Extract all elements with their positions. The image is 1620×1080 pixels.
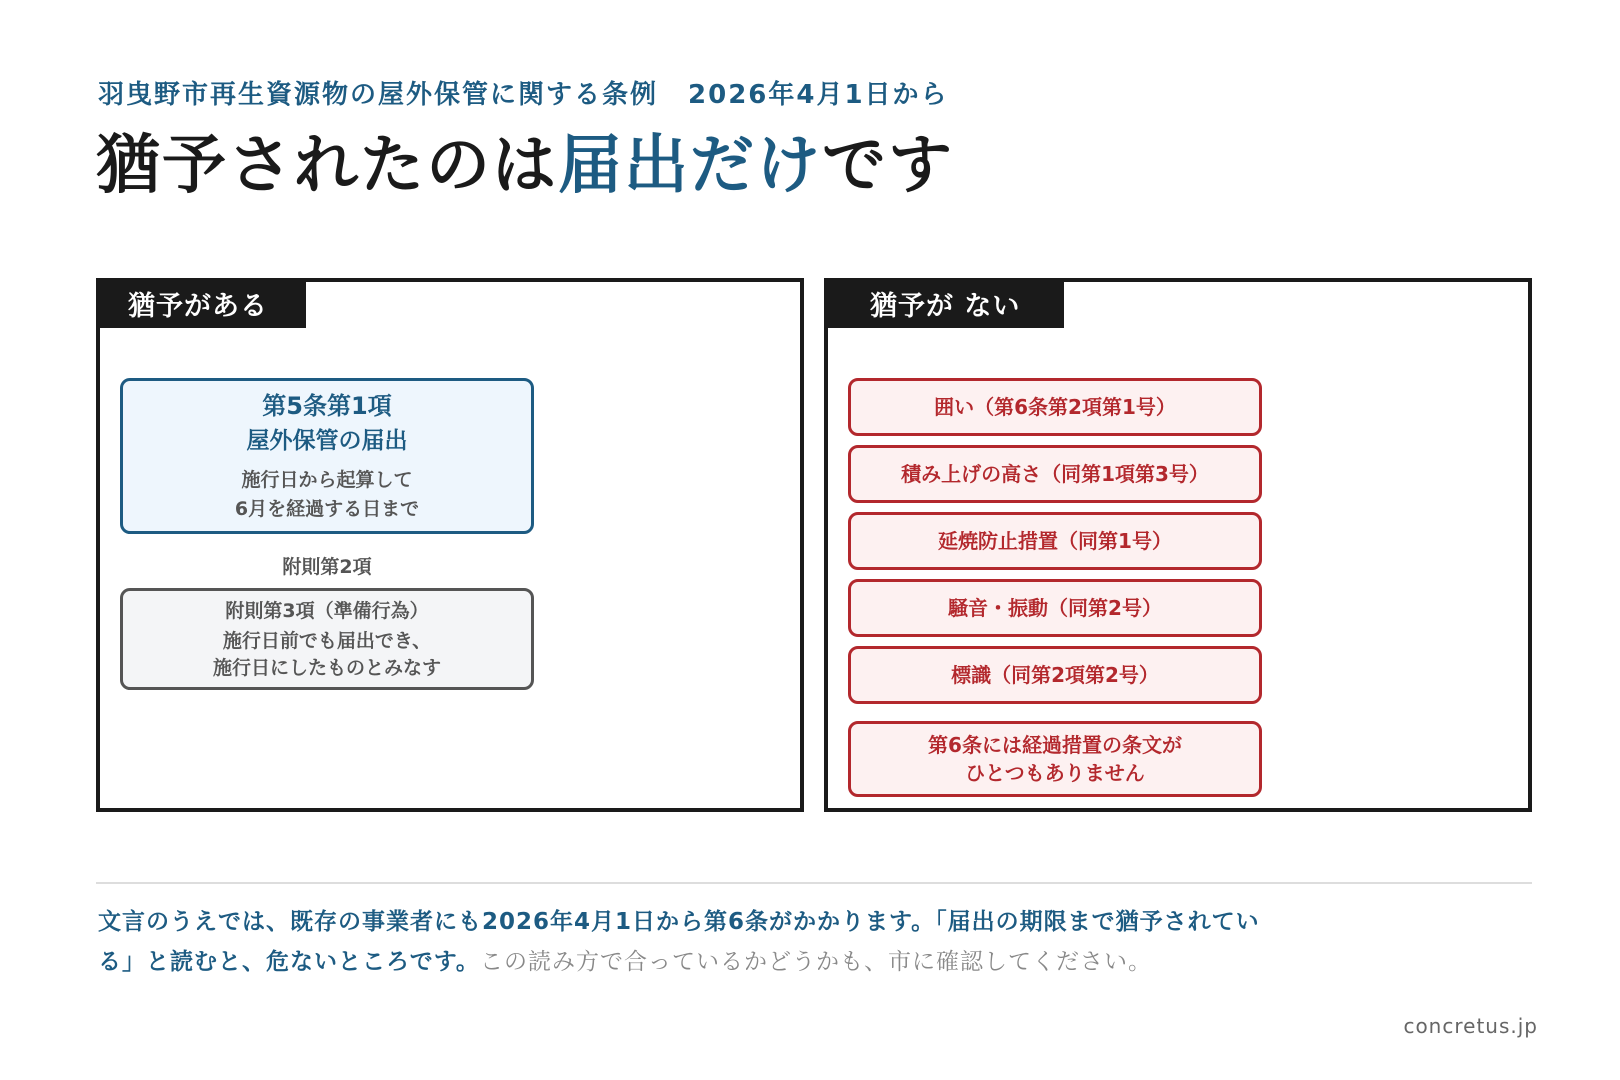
divider bbox=[96, 882, 1532, 884]
page-title bbox=[96, 128, 954, 205]
notification-deadline bbox=[123, 466, 531, 524]
list-item: 延焼防止措置（同第1号） bbox=[848, 512, 1262, 570]
notification-box bbox=[120, 378, 534, 534]
title-highlight: 届出だけ bbox=[558, 129, 822, 203]
list-item: 標識（同第2項第2号） bbox=[848, 646, 1262, 704]
preparatory-act-box bbox=[120, 588, 534, 690]
no-grace-panel-tab: 猶予が ない bbox=[824, 278, 1064, 328]
preparatory-act-note-line2: 施行日にしたものとみなす bbox=[212, 657, 441, 679]
title-after: です bbox=[822, 129, 954, 203]
footnote bbox=[98, 902, 1268, 982]
no-transition-note-line2: ひとつもありません bbox=[965, 761, 1145, 785]
no-grace-panel bbox=[824, 278, 1532, 812]
subtitle-ordinance: 羽曳野市再生資源物の屋外保管に関する条例 bbox=[98, 80, 659, 110]
connector-label: 附則第2項 bbox=[282, 556, 372, 578]
subtitle-date: 2026年4月1日から bbox=[688, 80, 949, 110]
site-credit: concretus.jp bbox=[1403, 1014, 1538, 1038]
footnote-normal: この読み方で合っているかどうかも、市に確認してください。 bbox=[479, 949, 1152, 975]
preparatory-act-note bbox=[123, 628, 531, 682]
notification-title: 屋外保管の届出 bbox=[246, 428, 408, 454]
notification-article: 第5条第1項 bbox=[262, 392, 392, 420]
list-item: 囲い（第6条第2項第1号） bbox=[848, 378, 1262, 436]
footnote-strong: 文言のうえでは、既存の事業者にも2026年4月1日から第6条がかかります。「届出の期限まで猶予されている」と読むと、危ないところです。 bbox=[98, 909, 1260, 975]
notification-deadline-line1: 施行日から起算して bbox=[241, 469, 413, 491]
subtitle bbox=[98, 74, 949, 111]
list-item: 騒音・振動（同第2号） bbox=[848, 579, 1262, 637]
list-item: 積み上げの高さ（同第1項第3号） bbox=[848, 445, 1262, 503]
no-transition-note-line1: 第6条には経過措置の条文が bbox=[928, 733, 1182, 757]
notification-deadline-line2: 6月を経過する日まで bbox=[234, 498, 420, 520]
grace-panel bbox=[96, 278, 804, 812]
title-before: 猶予されたのは bbox=[96, 129, 558, 203]
preparatory-act-title: 附則第3項（準備行為） bbox=[225, 600, 429, 622]
no-transition-note bbox=[848, 721, 1262, 797]
grace-panel-tab: 猶予がある bbox=[96, 278, 306, 328]
preparatory-act-note-line1: 施行日前でも届出でき、 bbox=[222, 630, 432, 652]
